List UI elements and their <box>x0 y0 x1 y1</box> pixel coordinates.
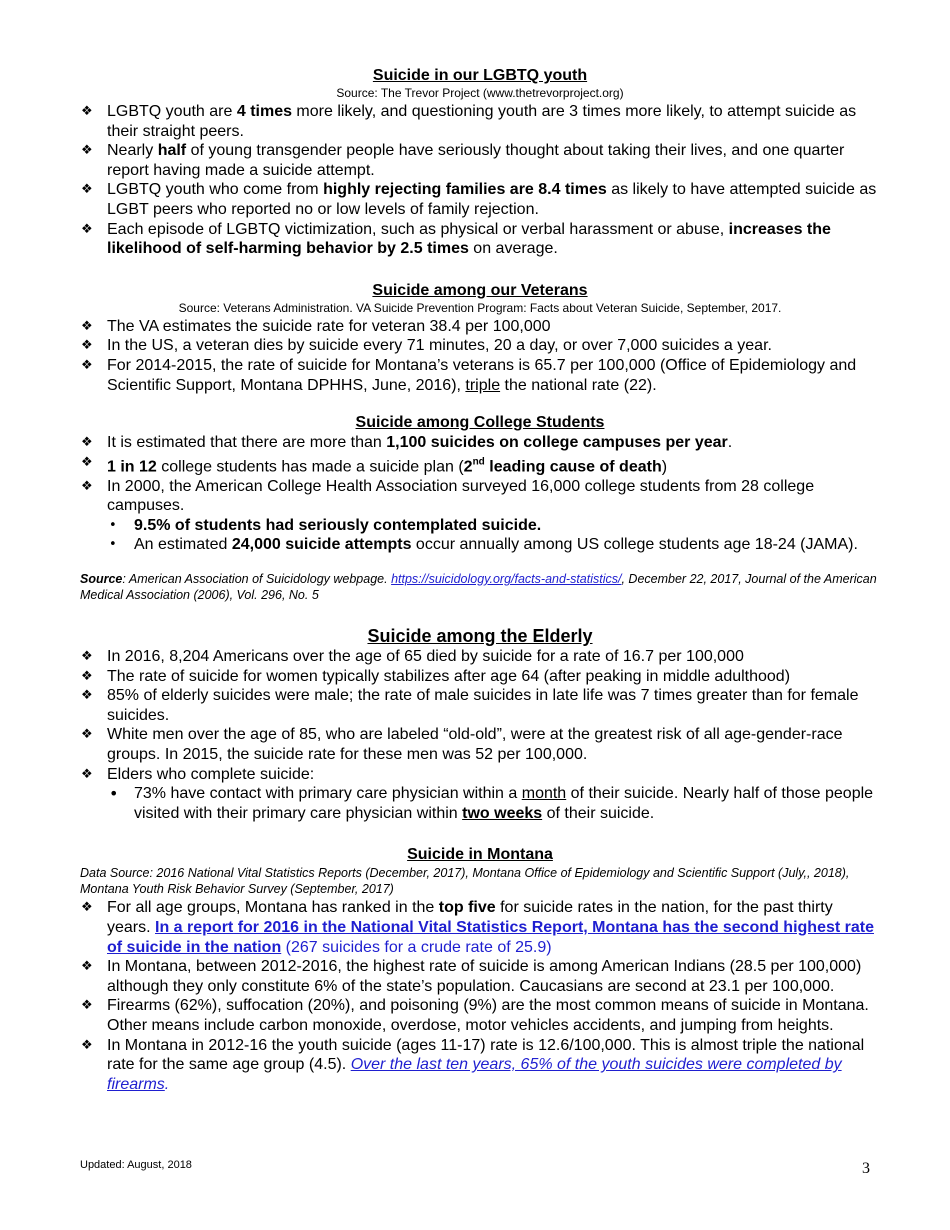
section-source: Data Source: 2016 National Vital Statistics Reports (December, 2017), Montana Office of Epidemiology and Scientific Support (July,, 2018), Montana Youth Risk Behavior Survey (September, 2017) <box>80 866 850 897</box>
section-source: Source: The Trevor Project (www.thetrevorproject.org) <box>336 86 624 100</box>
list-item: ❖ White men over the age of 85, who are labeled “old-old”, were at the greatest risk of all age-gender-race groups. In 2015, the suicide rate for these men was 52 per 100,000. <box>80 725 880 764</box>
page-number: 3 <box>862 1160 870 1177</box>
bullet-list <box>80 317 880 395</box>
section-elderly <box>80 625 880 823</box>
list-item: ❖ Firearms (62%), suffocation (20%), and poisoning (9%) are the most common means of suicide in Montana. Other means include carbon monoxide, overdose, motor vehicles accidents, and jumping from heights. <box>80 996 880 1035</box>
suicidology-link[interactable]: https://suicidology.org/facts-and-statistics/ <box>391 572 622 587</box>
list-item: • 73% have contact with primary care physician within a month of their suicide. Nearly half of those people visited with their primary care physician within two weeks of their suicide. <box>80 784 880 823</box>
list-item: ❖ In 2016, 8,204 Americans over the age of 65 died by suicide for a rate of 16.7 per 100,000 <box>80 647 880 667</box>
document-page <box>80 66 880 1094</box>
list-item: ❖ LGBTQ youth are 4 times more likely, and questioning youth are 3 times more likely, to attempt suicide as their straight peers. <box>80 102 880 141</box>
list-item: ❖ In Montana, between 2012-2016, the highest rate of suicide is among American Indians (28.5 per 100,000) although they only constitute 6% of the state’s population. Caucasians are second at 23.1 per 100,000. <box>80 957 880 996</box>
section-title: Suicide among our Veterans <box>372 281 588 299</box>
section-title: Suicide among the Elderly <box>367 626 593 647</box>
list-item: ❖ The rate of suicide for women typically stabilizes after age 64 (after peaking in middle adulthood) <box>80 667 880 687</box>
list-item: ❖ 1 in 12 college students has made a suicide plan (2nd leading cause of death) <box>80 453 880 477</box>
sub-list <box>80 516 880 555</box>
bullet-list <box>80 647 880 784</box>
list-item: ❖ The VA estimates the suicide rate for veteran 38.4 per 100,000 <box>80 317 880 337</box>
list-item: ❖ Each episode of LGBTQ victimization, such as physical or verbal harassment or abuse, increases the likelihood of self-harming behavior by 2.5 times on average. <box>80 220 880 259</box>
college-source-note: Source: American Association of Suicidology webpage. https://suicidology.org/facts-and-statistics/, December 22, 2017, Journal of the American Medical Association (2006), Vol. 296, No. 5 <box>80 572 877 603</box>
section-source: Source: Veterans Administration. VA Suicide Prevention Program: Facts about Veteran Suicide, September, 2017. <box>178 300 782 315</box>
section-college <box>80 413 880 603</box>
section-title: Suicide in our LGBTQ youth <box>372 67 588 84</box>
list-item: ❖ Nearly half of young transgender people have seriously thought about taking their lives, and one quarter report having made a suicide attempt. <box>80 141 880 180</box>
list-item: ❖ For 2014-2015, the rate of suicide for Montana’s veterans is 65.7 per 100,000 (Office of Epidemiology and Scientific Support, Montana DPHHS, June, 2016), triple the national rate (22). <box>80 356 880 395</box>
list-item: ❖ 85% of elderly suicides were male; the rate of male suicides in late life was 7 times greater than for female suicides. <box>80 686 880 725</box>
list-item: ❖ In 2000, the American College Health Association surveyed 16,000 college students from 28 college campuses. <box>80 477 880 516</box>
section-title: Suicide in Montana <box>407 846 553 864</box>
section-lgbtq <box>80 66 880 259</box>
bullet-list <box>80 433 880 516</box>
list-item: ❖ In the US, a veteran dies by suicide every 71 minutes, 20 a day, or over 7,000 suicides a year. <box>80 336 880 356</box>
section-veterans <box>80 281 880 395</box>
list-item: ❖ LGBTQ youth who come from highly rejecting families are 8.4 times as likely to have attempted suicide as LGBT peers who reported no or low levels of family rejection. <box>80 180 880 219</box>
section-montana <box>80 845 880 1094</box>
footer-updated: Updated: August, 2018 <box>80 1159 192 1171</box>
section-title: Suicide among College Students <box>355 414 605 432</box>
list-item: • 9.5% of students had seriously contemplated suicide. <box>80 516 880 536</box>
list-item: ❖ For all age groups, Montana has ranked in the top five for suicide rates in the nation, for the past thirty years. In a report for 2016 in the National Vital Statistics Report, Montana has the second highest rate of suicide in the nation (267 suicides for a crude rate of 25.9) <box>80 898 880 957</box>
bullet-list <box>80 898 880 1094</box>
list-item: • An estimated 24,000 suicide attempts occur annually among US college students age 18-24 (JAMA). <box>80 535 880 555</box>
bullet-list <box>80 102 880 259</box>
list-item: ❖ In Montana in 2012-16 the youth suicide (ages 11-17) rate is 12.6/100,000. This is almost triple the national rate for the same age group (4.5). Over the last ten years, 65% of the youth suicides were completed by firearms. <box>80 1036 880 1095</box>
sub-list <box>80 784 880 823</box>
list-item: ❖ It is estimated that there are more than 1,100 suicides on college campuses per year. <box>80 433 880 453</box>
list-item: ❖ Elders who complete suicide: <box>80 765 880 785</box>
